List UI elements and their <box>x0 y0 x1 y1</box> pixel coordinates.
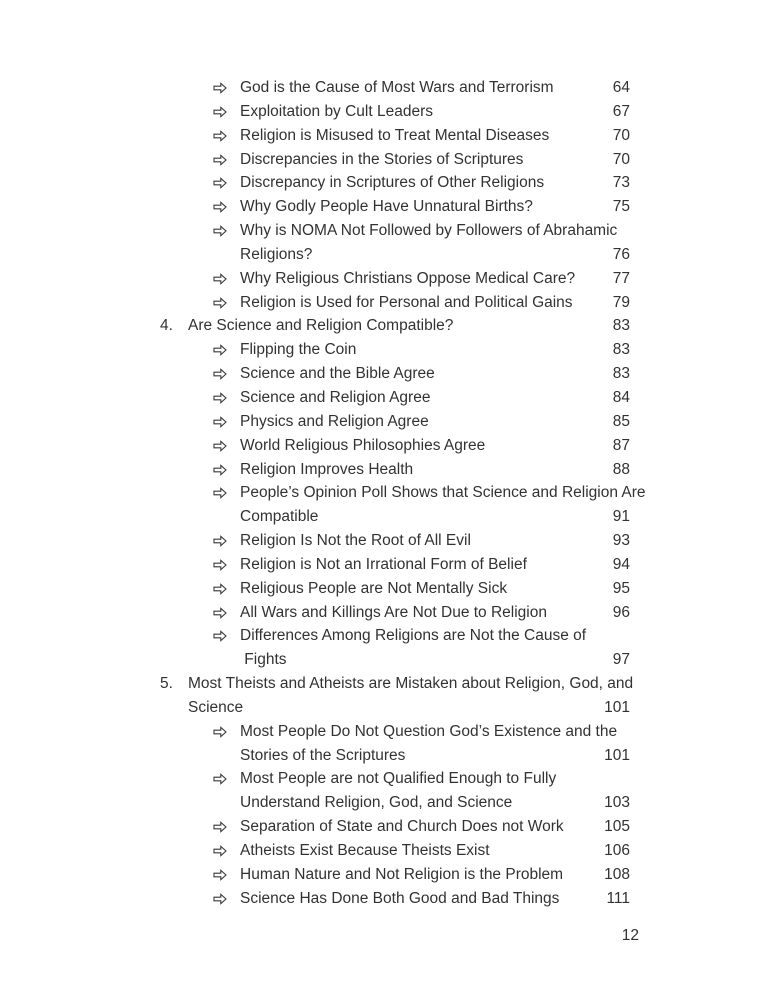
toc-entry-page-number: 73 <box>612 174 630 192</box>
toc-entry-title: Science Has Done Both Good and Bad Things <box>240 889 560 907</box>
toc-subitem-line <box>160 148 630 172</box>
toc-entry-title: Physics and Religion Agree <box>240 412 429 430</box>
toc-subitem-line <box>160 815 630 839</box>
section-number: 5. <box>160 675 173 693</box>
toc-entry-title: Why Religious Christians Oppose Medical Care? <box>240 269 576 287</box>
toc-subitem-line <box>160 720 630 744</box>
toc-entry-page-number: 95 <box>612 579 630 597</box>
toc-section-line <box>160 672 634 696</box>
toc-entry-page-number: 85 <box>612 412 630 430</box>
toc-entry-page-number: 105 <box>604 818 630 836</box>
rightwards-white-arrow-icon <box>213 773 227 785</box>
toc-entry-title: Differences Among Religions are Not the Cause of <box>240 627 587 645</box>
rightwards-white-arrow-icon <box>213 297 227 309</box>
toc-subitem-line <box>160 100 630 124</box>
toc-entry-title: Religion is Misused to Treat Mental Diseases <box>240 126 550 144</box>
toc-entry-page-number: 83 <box>612 317 630 335</box>
toc-subitem-line <box>160 553 630 577</box>
toc-entry-page-number: 84 <box>612 388 630 406</box>
toc-subitem-line <box>160 863 630 887</box>
toc-entry-page-number: 93 <box>612 532 630 550</box>
toc-subitem-line <box>160 744 630 768</box>
toc-entry-page-number: 96 <box>612 603 630 621</box>
footer-page-number: 12 <box>621 927 639 944</box>
rightwards-white-arrow-icon <box>213 583 227 595</box>
toc-entry-page-number: 83 <box>612 341 630 359</box>
toc-subitem-line <box>160 219 630 243</box>
toc-entry-title: Understand Religion, God, and Science <box>240 794 513 812</box>
toc-entry-title: Religions? <box>240 245 313 263</box>
toc-subitem-line <box>160 386 630 410</box>
rightwards-white-arrow-icon <box>213 893 227 905</box>
rightwards-white-arrow-icon <box>213 82 227 94</box>
toc-entry-page-number: 75 <box>612 198 630 216</box>
rightwards-white-arrow-icon <box>213 416 227 428</box>
toc-list <box>160 76 646 911</box>
toc-entry-page-number: 64 <box>612 79 630 96</box>
rightwards-white-arrow-icon <box>213 559 227 571</box>
toc-entry-title: Religious People are Not Mentally Sick <box>240 579 508 597</box>
rightwards-white-arrow-icon <box>213 535 227 547</box>
toc-subitem-line <box>160 481 646 505</box>
toc-subitem-line <box>160 505 630 529</box>
rightwards-white-arrow-icon <box>213 630 227 642</box>
toc-subitem-line <box>160 529 630 553</box>
rightwards-white-arrow-icon <box>213 487 227 499</box>
toc-entry-page-number: 79 <box>612 293 630 311</box>
toc-subitem-line <box>160 338 630 362</box>
toc-subitem-line <box>160 243 630 267</box>
toc-entry-title: Why is NOMA Not Followed by Followers of Abrahamic <box>240 222 618 240</box>
toc-entry-title: Most Theists and Atheists are Mistaken about Religion, God, and <box>188 675 634 693</box>
toc-entry-title: All Wars and Killings Are Not Due to Religion <box>240 603 547 621</box>
toc-subitem-line <box>160 434 630 458</box>
toc-subitem-line <box>160 887 630 911</box>
toc-entry-title: Compatible <box>240 508 319 526</box>
toc-entry-page-number: 88 <box>612 460 630 478</box>
toc-entry-title: Discrepancies in the Stories of Scriptures <box>240 150 524 168</box>
rightwards-white-arrow-icon <box>213 344 227 356</box>
toc-subitem-line <box>160 267 630 291</box>
rightwards-white-arrow-icon <box>213 130 227 142</box>
rightwards-white-arrow-icon <box>213 154 227 166</box>
toc-subitem-line <box>160 458 630 482</box>
toc-entry-title: Why Godly People Have Unnatural Births? <box>240 198 533 216</box>
toc-subitem-line <box>160 577 630 601</box>
rightwards-white-arrow-icon <box>213 273 227 285</box>
rightwards-white-arrow-icon <box>213 607 227 619</box>
toc-entry-page-number: 70 <box>612 126 630 144</box>
toc-entry-title: Religion is Used for Personal and Political Gains <box>240 293 573 311</box>
rightwards-white-arrow-icon <box>213 869 227 881</box>
rightwards-white-arrow-icon <box>213 201 227 213</box>
toc-entry-title: Stories of the Scriptures <box>240 746 406 764</box>
toc-entry-title: Atheists Exist Because Theists Exist <box>240 842 490 859</box>
toc-entry-page-number: 87 <box>612 436 630 454</box>
rightwards-white-arrow-icon <box>213 726 227 738</box>
toc-entry-title: Fights <box>240 651 287 669</box>
toc-subitem-line <box>160 624 630 648</box>
toc-entry-title: Discrepancy in Scriptures of Other Religions <box>240 174 545 192</box>
toc-entry-title: Religion Improves Health <box>240 460 414 478</box>
toc-entry-page-number: 101 <box>604 746 630 764</box>
toc-entry-title: Exploitation by Cult Leaders <box>240 102 434 120</box>
rightwards-white-arrow-icon <box>213 440 227 452</box>
toc-entry-title: Science <box>188 698 244 716</box>
toc-entry-page-number: 111 <box>606 889 630 907</box>
toc-entry-title: Science and Religion Agree <box>240 388 431 406</box>
toc-entry-page-number: 77 <box>612 269 630 287</box>
toc-entry-page-number: 103 <box>604 794 630 812</box>
toc-entry-title: God is the Cause of Most Wars and Terrorism <box>240 79 554 96</box>
rightwards-white-arrow-icon <box>213 368 227 380</box>
toc-entry-title: Religion is Not an Irrational Form of Belief <box>240 555 527 573</box>
toc-entry-page-number: 94 <box>612 555 630 573</box>
toc-entry-title: Are Science and Religion Compatible? <box>188 317 454 335</box>
toc-entry-page-number: 67 <box>612 102 630 120</box>
toc-subitem-line <box>160 839 630 863</box>
toc-entry-title: Religion Is Not the Root of All Evil <box>240 532 471 550</box>
toc-subitem-line <box>160 195 630 219</box>
toc-subitem-line <box>160 171 630 195</box>
toc-subitem-line <box>160 791 630 815</box>
toc-entry-title: Human Nature and Not Religion is the Problem <box>240 865 564 883</box>
toc-entry-title: Most People Do Not Question God’s Existence and the <box>240 722 618 740</box>
toc-entry-page-number: 91 <box>612 508 630 526</box>
toc-subitem-line <box>160 76 630 100</box>
toc-subitem-line <box>160 362 630 386</box>
rightwards-white-arrow-icon <box>213 845 227 857</box>
toc-entry-page-number: 101 <box>604 698 630 716</box>
rightwards-white-arrow-icon <box>213 225 227 237</box>
toc-entry-title: Flipping the Coin <box>240 341 357 359</box>
toc-subitem-line <box>160 291 630 315</box>
rightwards-white-arrow-icon <box>213 106 227 118</box>
toc-entry-page-number: 70 <box>612 150 630 168</box>
toc-section-line <box>160 314 630 338</box>
toc-section-line <box>160 696 630 720</box>
toc-subitem-line <box>160 124 630 148</box>
toc-entry-title: World Religious Philosophies Agree <box>240 436 486 454</box>
toc-entry-page-number: 76 <box>612 245 630 263</box>
toc-subitem-line <box>160 410 630 434</box>
rightwards-white-arrow-icon <box>213 177 227 189</box>
section-number: 4. <box>160 317 173 335</box>
toc-entry-page-number: 97 <box>612 651 630 669</box>
toc-subitem-line <box>160 648 630 672</box>
rightwards-white-arrow-icon <box>213 821 227 833</box>
toc-entry-title: Science and the Bible Agree <box>240 365 435 383</box>
toc-entry-title: Most People are not Qualified Enough to Fully <box>240 770 557 788</box>
rightwards-white-arrow-icon <box>213 392 227 404</box>
toc-entry-page-number: 106 <box>604 842 630 859</box>
toc-entry-title: Separation of State and Church Does not Work <box>240 818 564 836</box>
toc-subitem-line <box>160 767 630 791</box>
toc-subitem-line <box>160 601 630 625</box>
toc-entry-page-number: 83 <box>612 365 630 383</box>
toc-entry-page-number: 108 <box>604 865 630 883</box>
rightwards-white-arrow-icon <box>213 464 227 476</box>
toc-entry-title: People’s Opinion Poll Shows that Science and Religion Are <box>240 484 646 502</box>
